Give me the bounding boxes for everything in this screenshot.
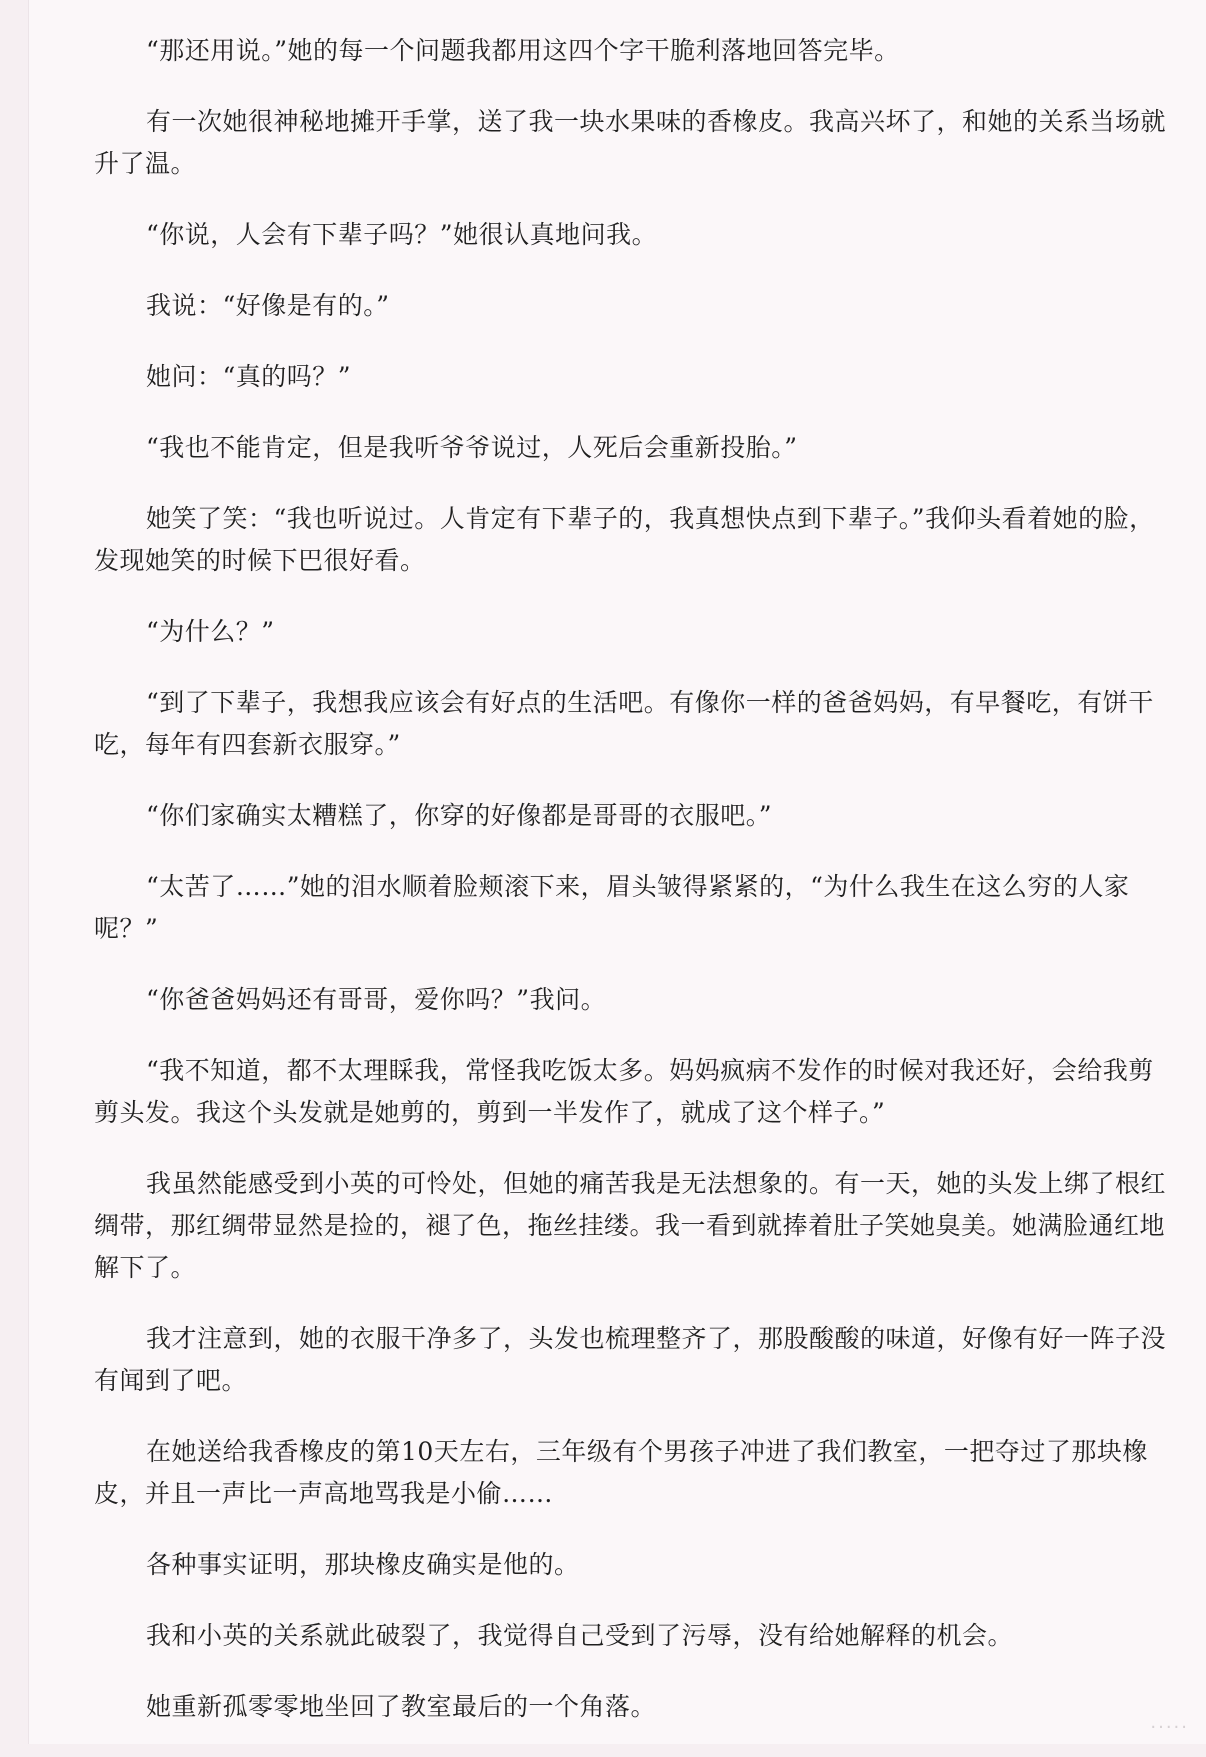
paragraph: 她重新孤零零地坐回了教室最后的一个角落。	[146, 1692, 657, 1721]
article-body	[94, 30, 1179, 1757]
paragraph: “我也不能肯定，但是我听爷爷说过，人死后会重新投胎。”	[146, 433, 798, 462]
paragraph: 在她送给我香橡皮的第10天左右，三年级有个男孩子冲进了我们教室，一把夺过了那块橡皮，并且一声比一声高地骂我是小偷……	[94, 1437, 1148, 1508]
paragraph: 有一次她很神秘地摊开手掌，送了我一块水果味的香橡皮。我高兴坏了，和她的关系当场就升了温。	[94, 107, 1167, 178]
paragraph: 她笑了笑：“我也听说过。人肯定有下辈子的，我真想快点到下辈子。”我仰头看着她的脸，发现她笑的时候下巴很好看。	[94, 504, 1155, 575]
paragraph: “我不知道，都不太理睬我，常怪我吃饭太多。妈妈疯病不发作的时候对我还好，会给我剪剪头发。我这个头发就是她剪的，剪到一半发作了，就成了这个样子。”	[94, 1056, 1154, 1127]
paragraph: “那还用说。”她的每一个问题我都用这四个字干脆利落地回答完毕。	[146, 36, 900, 65]
paragraph: 我才注意到，她的衣服干净多了，头发也梳理整齐了，那股酸酸的味道，好像有好一阵子没有闻到了吧。	[94, 1324, 1167, 1395]
paragraph: 我虽然能感受到小英的可怜处，但她的痛苦我是无法想象的。有一天，她的头发上绑了根红绸带，那红绸带显然是捡的，褪了色，拖丝挂缕。我一看到就捧着肚子笑她臭美。她满脸通红地解下了。	[94, 1169, 1167, 1282]
paragraph: “你说，人会有下辈子吗？”她很认真地问我。	[146, 220, 658, 249]
paragraph: 我和小英的关系就此破裂了，我觉得自己受到了污辱，没有给她解释的机会。	[146, 1621, 1014, 1650]
paragraph: “你们家确实太糟糕了，你穿的好像都是哥哥的衣服吧。”	[146, 801, 773, 830]
watermark: ·····	[1150, 1717, 1189, 1738]
document-page	[28, 0, 1206, 1744]
paragraph: “太苦了……”她的泪水顺着脸颊滚下来，眉头皱得紧紧的，“为什么我生在这么穷的人家呢？”	[94, 872, 1130, 943]
paragraph: 各种事实证明，那块橡皮确实是他的。	[146, 1550, 580, 1579]
paragraph: “到了下辈子，我想我应该会有好点的生活吧。有像你一样的爸爸妈妈，有早餐吃，有饼干吃，每年有四套新衣服穿。”	[94, 688, 1154, 759]
paragraph: 我说：“好像是有的。”	[146, 291, 390, 320]
paragraph: “你爸爸妈妈还有哥哥，爱你吗？”我问。	[146, 985, 607, 1014]
paragraph: “为什么？”	[146, 617, 275, 646]
paragraph: 她问：“真的吗？”	[146, 362, 352, 391]
